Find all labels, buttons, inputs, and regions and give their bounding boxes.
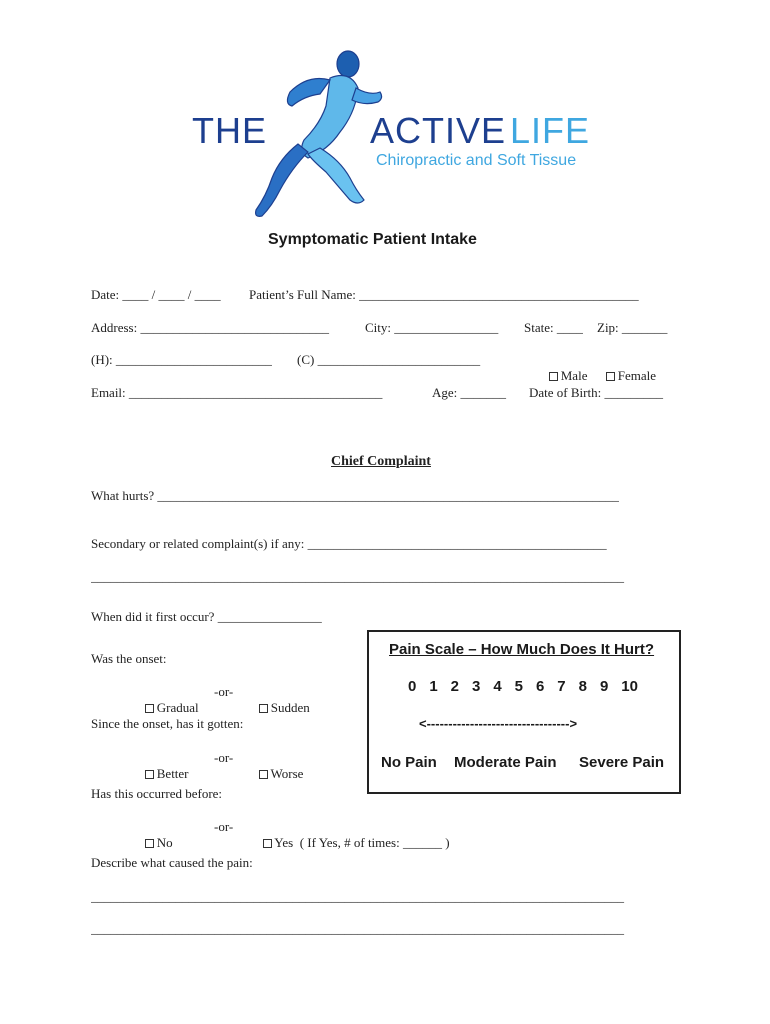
pain-number[interactable]: 1 — [429, 678, 438, 695]
pain-label-severe: Severe Pain — [579, 754, 665, 771]
secondary-complaint-field[interactable]: Secondary or related complaint(s) if any: ______________________________________________ — [91, 536, 607, 551]
worse-label: Worse — [270, 766, 304, 781]
pain-scale-arrow: <---------------------------------> — [419, 716, 578, 731]
age-field[interactable]: Age: _______ — [432, 385, 507, 400]
home-phone-field[interactable]: (H): ________________________ — [91, 352, 272, 367]
logo-word-active: ACTIVE — [370, 110, 507, 151]
onset-question: Was the onset: — [91, 651, 167, 666]
male-option[interactable] — [542, 352, 587, 384]
pain-label-moderate: Moderate Pain — [454, 754, 557, 771]
pain-number[interactable]: 4 — [493, 678, 502, 695]
female-checkbox[interactable] — [606, 372, 615, 381]
logo-word-the: THE — [192, 110, 267, 151]
pain-number[interactable]: 0 — [408, 678, 417, 695]
pain-number[interactable]: 6 — [535, 678, 545, 695]
no-checkbox[interactable] — [145, 839, 154, 848]
better-label: Better — [156, 766, 189, 781]
sudden-label: Sudden — [270, 700, 310, 715]
pain-number[interactable]: 3 — [471, 678, 481, 695]
male-label: Male — [560, 368, 588, 383]
cause-question: Describe what caused the pain: — [91, 855, 253, 870]
onset-or: -or- — [214, 684, 234, 699]
pain-number[interactable]: 9 — [599, 678, 609, 695]
logo-word-life: LIFE — [510, 110, 591, 151]
worse-checkbox[interactable] — [259, 770, 268, 779]
address-field[interactable]: Address: _____________________________ — [91, 320, 329, 335]
logo-subtitle: Chiropractic and Soft Tissue — [376, 152, 577, 169]
dob-field[interactable]: Date of Birth: _________ — [529, 385, 663, 400]
since-onset-question: Since the onset, has it gotten: — [91, 716, 244, 731]
pain-number[interactable]: 10 — [621, 678, 638, 695]
gradual-option[interactable] — [138, 684, 199, 716]
better-option[interactable] — [138, 750, 189, 782]
form-title: Symptomatic Patient Intake — [268, 231, 477, 248]
yes-option[interactable] — [256, 819, 450, 851]
pain-scale-title: Pain Scale – How Much Does It Hurt? — [389, 641, 655, 658]
pain-scale-box — [367, 630, 681, 794]
state-field[interactable]: State: ____ — [524, 320, 583, 335]
female-label: Female — [617, 368, 657, 383]
before-or: -or- — [214, 819, 234, 834]
yes-checkbox[interactable] — [263, 839, 272, 848]
sudden-option[interactable] — [252, 684, 310, 716]
better-checkbox[interactable] — [145, 770, 154, 779]
yes-label: Yes ( If Yes, # of times: ______ ) — [274, 835, 450, 850]
occurred-before-question: Has this occurred before: — [91, 786, 223, 801]
worse-option[interactable] — [252, 750, 303, 782]
gradual-label: Gradual — [156, 700, 199, 715]
gradual-checkbox[interactable] — [145, 704, 154, 713]
pain-number[interactable]: 7 — [557, 678, 566, 695]
full-name-field[interactable]: Patient’s Full Name: ___________________________________________ — [249, 287, 639, 302]
sudden-checkbox[interactable] — [259, 704, 268, 713]
zip-field[interactable]: Zip: _______ — [597, 320, 668, 335]
city-field[interactable]: City: ________________ — [365, 320, 499, 335]
chief-complaint-heading: Chief Complaint — [331, 454, 431, 469]
email-field[interactable]: Email: _______________________________________ — [91, 385, 383, 400]
first-occur-field[interactable]: When did it first occur? ________________ — [91, 609, 322, 624]
no-label: No — [156, 835, 173, 850]
what-hurts-field[interactable]: What hurts? _______________________________________________________________________ — [91, 488, 619, 503]
date-field[interactable]: Date: ____ / ____ / ____ — [91, 287, 221, 302]
cell-phone-field[interactable]: (C) _________________________ — [297, 352, 481, 367]
secondary-extra-line[interactable]: __________________________________________________________________________________ — [91, 569, 624, 584]
no-option[interactable] — [138, 819, 173, 851]
progress-or: -or- — [214, 750, 234, 765]
pain-number[interactable]: 8 — [578, 678, 587, 695]
cause-line-2[interactable]: __________________________________________________________________________________ — [91, 921, 624, 936]
pain-scale-numbers — [408, 678, 638, 695]
cause-line-1[interactable]: __________________________________________________________________________________ — [91, 889, 624, 904]
male-checkbox[interactable] — [549, 372, 558, 381]
pain-label-none: No Pain — [381, 754, 437, 771]
pain-number[interactable]: 5 — [514, 678, 523, 695]
female-option[interactable] — [599, 352, 656, 384]
pain-number[interactable]: 2 — [450, 678, 459, 695]
logo — [180, 40, 600, 225]
